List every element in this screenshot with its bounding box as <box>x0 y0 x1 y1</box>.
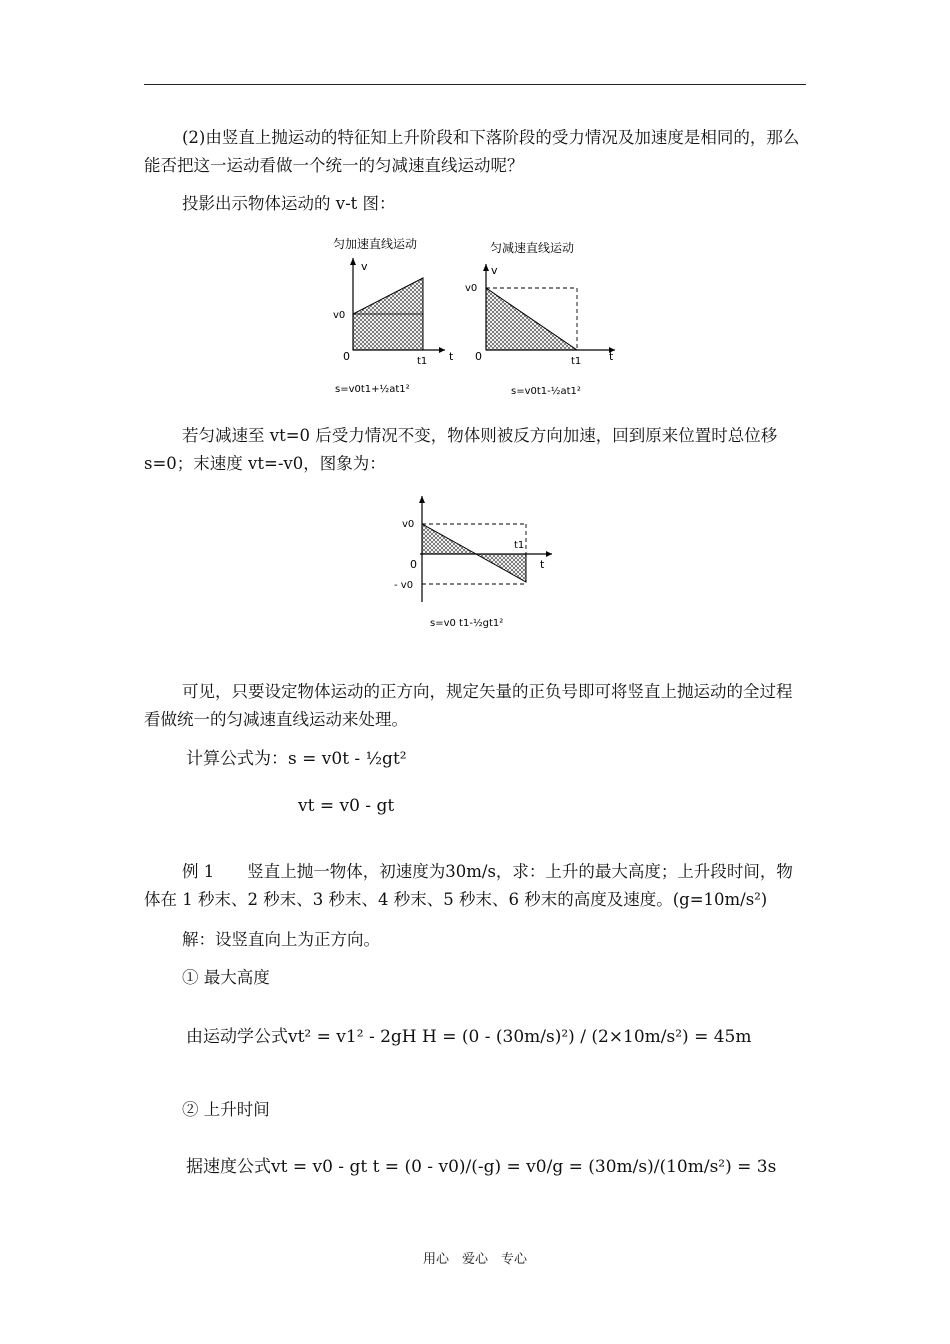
graph-formula: s=v0 t1-½gt1² <box>430 618 504 629</box>
left-v0-label: v0 <box>333 310 346 321</box>
paragraph-2: 投影出示物体运动的 v-t 图： <box>182 194 396 213</box>
formula-2: vt = v0 - gt <box>298 796 395 816</box>
step-2-title: ② 上升时间 <box>182 1100 270 1119</box>
example-1: 例 1 竖直上抛一物体，初速度为30m/s，求：上升的最大高度；上升段时间，物体在 1 秒末、2 秒末、3 秒末、4 秒末、5 秒末、6 秒末的高度及速度。(g=10m/s²) <box>144 862 793 909</box>
paragraph-4: 可见，只要设定物体运动的正方向，规定矢量的正负号即可将竖直上抛运动的全过程看做统一的匀减速直线运动来处理。 <box>144 682 793 729</box>
step-1-formula <box>186 1022 752 1047</box>
axis-t-label: t <box>540 558 545 571</box>
right-v0-label: v0 <box>465 283 478 294</box>
step-1-title: ① 最大高度 <box>182 968 270 987</box>
v0-label: v0 <box>402 519 415 530</box>
full-motion-vt-graph <box>392 490 562 635</box>
left-t1-label: t1 <box>417 356 428 367</box>
step-1-formula-text: vt² = v1² - 2gH H = (0 - (30m/s)²) / (2×10m/s²) = 45m <box>288 1027 752 1047</box>
right-axis-t: t <box>609 350 614 363</box>
step-2-label: 据速度公式 <box>186 1157 271 1177</box>
left-formula: s=v0t1+½at1² <box>335 384 410 395</box>
left-axis-t: t <box>449 350 454 363</box>
vt-graphs-figure <box>325 228 625 408</box>
right-axis-v: v <box>491 264 498 277</box>
left-origin: 0 <box>343 350 350 363</box>
paragraph-1: (2)由竖直上抛运动的特征知上升阶段和下落阶段的受力情况及加速度是相同的，那么能否把这一运动看做一个统一的匀减速直线运动呢？ <box>144 128 800 175</box>
right-formula: s=v0t1-½at1² <box>511 386 581 397</box>
step-2-formula <box>186 1152 776 1177</box>
solution-intro: 解：设竖直向上为正方向。 <box>182 930 380 949</box>
t1-label: t1 <box>514 540 525 551</box>
formula-1 <box>186 744 407 769</box>
right-t1-label: t1 <box>571 356 582 367</box>
positive-area <box>422 524 476 554</box>
neg-v0-label: - v0 <box>394 580 414 591</box>
page-footer: 用心 爱心 专心 <box>422 1252 527 1267</box>
right-graph-title: 匀减速直线运动 <box>490 241 575 255</box>
origin-label: 0 <box>410 558 417 571</box>
negative-area <box>476 554 526 582</box>
step-2-formula-text: vt = v0 - gt t = (0 - v0)/(-g) = v0/g = (30m/s)/(10m/s²) = 3s <box>271 1157 777 1177</box>
left-axis-v: v <box>361 260 368 273</box>
step-1-label: 由运动学公式 <box>186 1027 288 1047</box>
left-graph-title: 匀加速直线运动 <box>333 237 418 251</box>
formula-1-text: s = v0t - ½gt² <box>288 749 407 769</box>
formula-label: 计算公式为： <box>186 749 288 769</box>
paragraph-3: 若匀减速至 vt=0 后受力情况不变，物体则被反方向加速，回到原来位置时总位移 s=0；末速度 vt=-v0，图象为： <box>144 426 778 473</box>
right-origin: 0 <box>475 350 482 363</box>
header-rule <box>144 84 806 85</box>
right-graph-area <box>486 288 577 350</box>
